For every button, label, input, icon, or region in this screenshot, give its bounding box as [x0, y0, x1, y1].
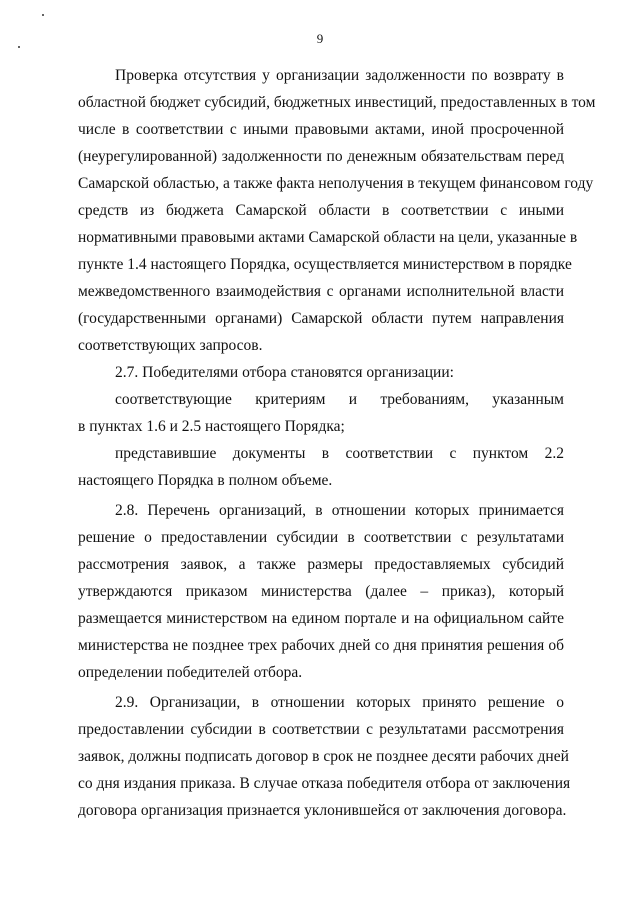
text-line: заявок, должны подписать договор в срок не позднее десяти рабочих дней [78, 748, 569, 765]
text-line: договора организация признается уклонившейся от заключения договора. [78, 802, 567, 819]
text-line: предоставлении субсидии в соответствии с результатами рассмотрения [78, 721, 564, 738]
text-line: соответствующие критериям и требованиям, указанным [115, 391, 564, 408]
text-line: числе в соответствии с иными правовыми актами, иной просроченной [78, 121, 564, 138]
document-body [78, 62, 596, 824]
text-line: определении победителей отбора. [78, 664, 303, 681]
text-line: настоящего Порядка в полном объеме. [78, 472, 333, 489]
text-line: утверждаются приказом министерства (далее – приказ), который [78, 583, 564, 600]
text-line: нормативными правовыми актами Самарской области на цели, указанные в [78, 229, 578, 246]
page-number: 9 [316, 31, 324, 46]
section-paragraph-2-9: 2.9. Организации, в отношении которых принято решение о [115, 694, 564, 711]
text-line: средств из бюджета Самарской области в соответствии с иными [78, 202, 564, 219]
text-line: министерства не позднее трех рабочих дней со дня принятия решения об [78, 637, 564, 654]
text-line: со дня издания приказа. В случае отказа победителя отбора от заключения [78, 775, 571, 792]
text-line: областной бюджет субсидий, бюджетных инвестиций, предоставленных в том [78, 94, 596, 111]
text-line: (государственными органами) Самарской области путем направления [78, 310, 564, 327]
scan-speck [42, 14, 44, 16]
text-line: межведомственного взаимодействия с органами исполнительной власти [78, 283, 564, 300]
section-paragraph-2-8: 2.8. Перечень организаций, в отношении которых принимается [115, 502, 564, 519]
text-line: Проверка отсутствия у организации задолженности по возврату в [115, 67, 564, 84]
text-line: решение о предоставлении субсидии в соответствии с результатами [78, 529, 564, 546]
text-line: в пунктах 1.6 и 2.5 настоящего Порядка; [78, 418, 345, 435]
text-line: размещается министерством на едином портале и на официальном сайте [78, 610, 564, 627]
text-line: соответствующих запросов. [78, 337, 263, 354]
text-line: представившие документы в соответствии с пунктом 2.2 [115, 445, 564, 462]
text-line: рассмотрения заявок, а также размеры предоставляемых субсидий [78, 556, 564, 573]
text-line: (неурегулированной) задолженности по денежным обязательствам перед [78, 148, 564, 165]
text-line: пункте 1.4 настоящего Порядка, осуществляется министерством в порядке [78, 256, 572, 273]
text-line: Самарской областью, а также факта неполучения в текущем финансовом году [78, 175, 594, 192]
section-heading-2-7: 2.7. Победителями отбора становятся организации: [115, 364, 454, 381]
